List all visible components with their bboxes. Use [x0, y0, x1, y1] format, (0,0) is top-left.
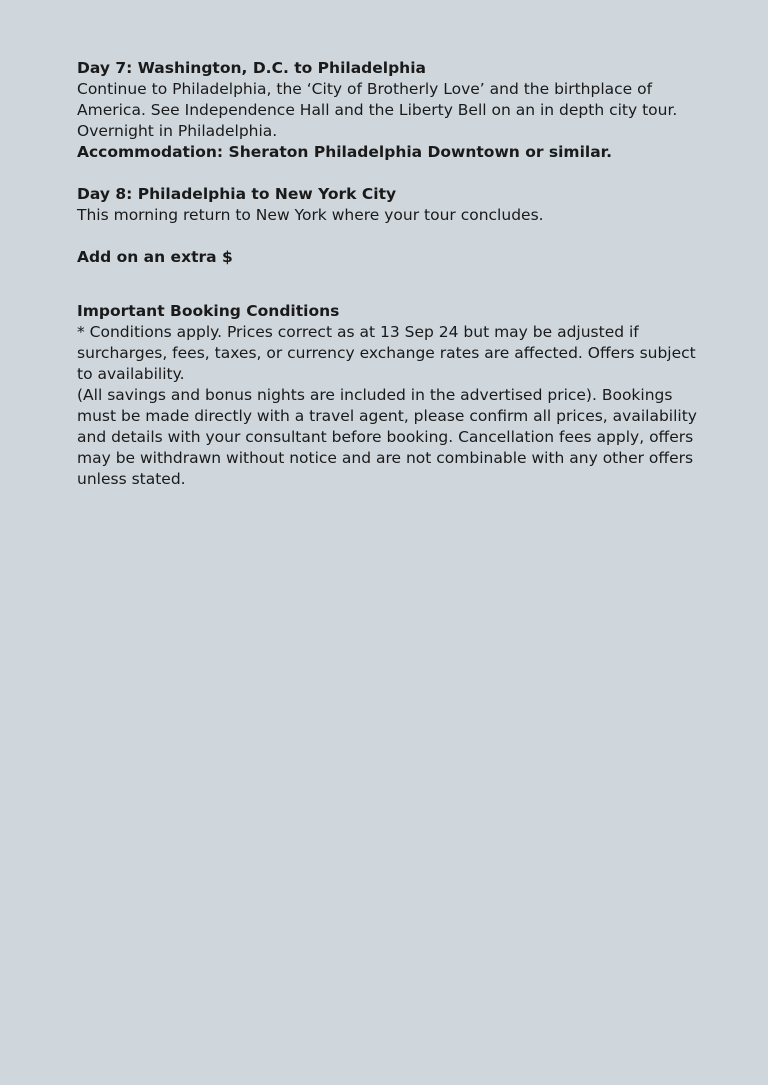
day-8-title: Day 8: Philadelphia to New York City [77, 185, 397, 203]
day-7-title: Day 7: Washington, D.C. to Philadelphia [77, 59, 426, 77]
day-7-accommodation: Accommodation: Sheraton Philadelphia Downtown or similar. [77, 143, 612, 161]
day-8-description: This morning return to New York where your tour concludes. [77, 206, 544, 224]
addon-section [77, 247, 698, 268]
booking-conditions-section [77, 301, 698, 490]
addon-label: Add on an extra $ [77, 248, 233, 266]
day-7-description: Continue to Philadelphia, the ‘City of Brotherly Love’ and the birthplace of America. See Independence Hall and the Liberty Bell on an in depth city tour. Overnight in Philadelphia. [77, 80, 678, 140]
day-8-section [77, 184, 698, 226]
booking-conditions-paragraph-2: (All savings and bonus nights are included in the advertised price). Bookings must be made directly with a travel agent, please confirm all prices, availability and details with your consultant before booking. Cancellation fees apply, offers may be withdrawn without notice and are not combinable with any other offers unless stated. [77, 386, 697, 488]
booking-conditions-title: Important Booking Conditions [77, 302, 340, 320]
day-7-section [77, 58, 698, 163]
booking-conditions-paragraph-1: * Conditions apply. Prices correct as at 13 Sep 24 but may be adjusted if surcharges, fees, taxes, or currency exchange rates are affected. Offers subject to availability. [77, 323, 696, 383]
